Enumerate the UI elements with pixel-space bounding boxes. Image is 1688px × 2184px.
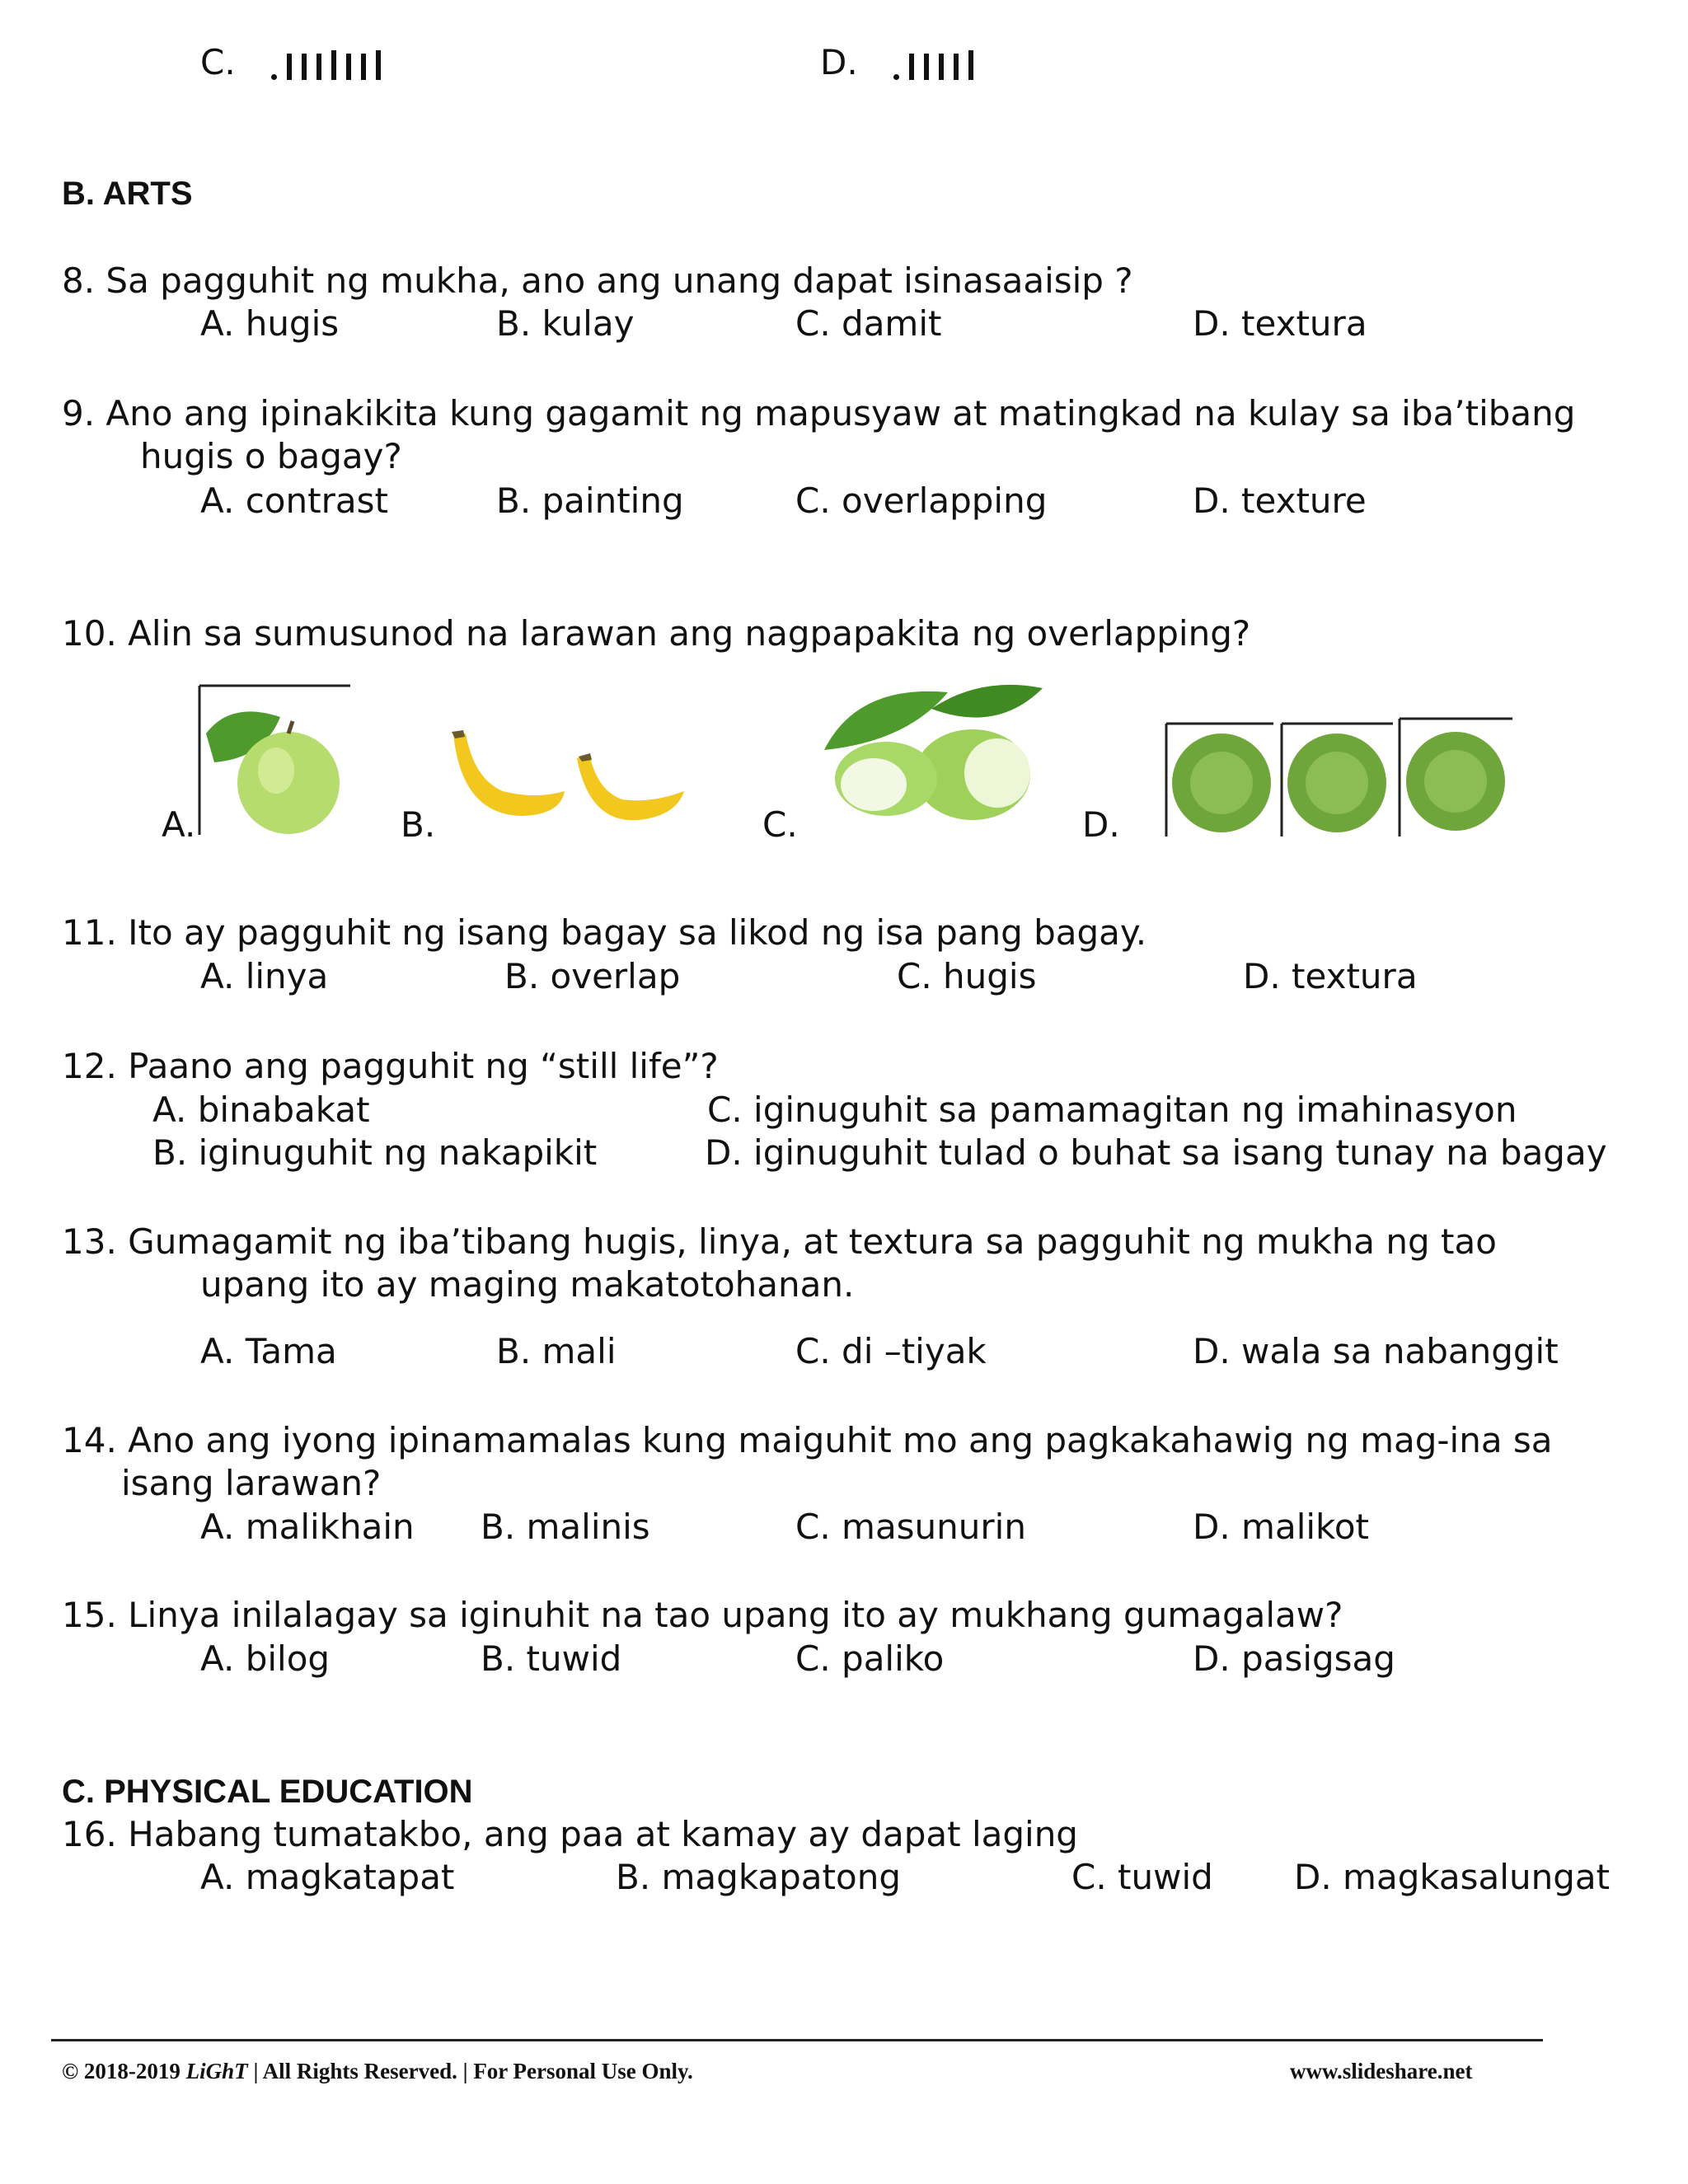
q11-option-a: A. linya [200, 956, 329, 996]
q16-option-d: D. magkasalungat [1294, 1857, 1611, 1897]
q16-option-a: A. magkatapat [200, 1857, 455, 1897]
cabbages-image [1162, 717, 1517, 840]
q16-option-b: B. magkapatong [616, 1857, 901, 1897]
q15-option-a: A. bilog [200, 1638, 331, 1679]
footer-website[interactable]: www.slideshare.net [1290, 2059, 1473, 2083]
q11-option-c: C. hugis [897, 956, 1037, 996]
section-heading-physical-education: C. PHYSICAL EDUCATION [62, 1774, 473, 1810]
q8-option-d: D. textura [1193, 303, 1367, 344]
q11-option-d: D. textura [1243, 956, 1418, 996]
q13-question-line2: upang ito ay maging makatotohanan. [200, 1264, 855, 1305]
q13-question-line1: 13. Gumagamit ng iba’tibang hugis, linya, at textura sa pagguhit ng mukha ng tao [62, 1221, 1497, 1262]
q15-option-b: B. tuwid [481, 1638, 622, 1679]
q10-question: 10. Alin sa sumusunod na larawan ang nagpapakita ng overlapping? [62, 613, 1251, 654]
q11-question: 11. Ito ay pagguhit ng isang bagay sa likod ng isa pang bagay. [62, 912, 1147, 953]
q13-option-b: B. mali [496, 1331, 617, 1371]
guava-sliced-image [808, 676, 1055, 823]
q12-option-d: D. iginuguhit tulad o buhat sa isang tunay na bagay [705, 1132, 1607, 1173]
footer-divider [51, 2039, 1543, 2041]
q9-question-line2: hugis o bagay? [140, 436, 402, 476]
q7-option-d-label: D. [820, 42, 858, 82]
q12-option-c: C. iginuguhit sa pamamagitan ng imahinasyon [707, 1090, 1517, 1130]
rhythm-marks-d [893, 50, 973, 80]
q10-option-d-label: D. [1082, 804, 1120, 845]
q9-option-a: A. contrast [200, 480, 388, 521]
q8-option-b: B. kulay [496, 303, 635, 344]
q10-option-c-label: C. [762, 804, 798, 845]
q14-option-d: D. malikot [1193, 1507, 1370, 1547]
footer-copyright [62, 2059, 693, 2084]
q9-question-line1: 9. Ano ang ipinakikita kung gagamit ng mapusyaw at matingkad na kulay sa iba’tibang [62, 393, 1576, 434]
q15-option-c: C. paliko [795, 1638, 945, 1679]
q14-option-c: C. masunurin [795, 1507, 1026, 1547]
q7-option-c [200, 42, 381, 82]
q14-question-line2: isang larawan? [121, 1463, 382, 1503]
q12-question: 12. Paano ang pagguhit ng “still life”? [62, 1046, 719, 1086]
q11-option-b: B. overlap [504, 956, 681, 996]
q10-option-b-label: B. [401, 804, 436, 845]
section-heading-arts: B. ARTS [62, 176, 193, 212]
q12-option-a: A. binabakat [152, 1090, 370, 1130]
q16-option-c: C. tuwid [1071, 1857, 1213, 1897]
q9-option-d: D. texture [1193, 480, 1367, 521]
q9-option-c: C. overlapping [795, 480, 1048, 521]
q10-option-a-label: A. [162, 804, 196, 845]
guava-image [198, 684, 354, 840]
q16-question: 16. Habang tumatakbo, ang paa at kamay ay dapat laging [62, 1814, 1078, 1854]
q13-option-d: D. wala sa nabanggit [1193, 1331, 1559, 1371]
q13-option-c: C. di –tiyak [795, 1331, 987, 1371]
q15-option-d: D. pasigsag [1193, 1638, 1395, 1679]
q9-option-b: B. painting [496, 480, 684, 521]
bananas-image [445, 725, 692, 836]
q8-option-c: C. damit [795, 303, 942, 344]
q13-option-a: A. Tama [200, 1331, 337, 1371]
q12-option-b: B. iginuguhit ng nakapikit [152, 1132, 598, 1173]
footer-rights: | All Rights Reserved. | For Personal Use Only. [247, 2059, 693, 2083]
rhythm-marks-c [271, 50, 381, 80]
q7-option-c-label: C. [200, 42, 236, 82]
footer-brand: LiGhT [185, 2059, 248, 2083]
q15-question: 15. Linya inilalagay sa iginuhit na tao upang ito ay mukhang gumagalaw? [62, 1595, 1343, 1635]
q8-question: 8. Sa pagguhit ng mukha, ano ang unang dapat isinasaaisip ? [62, 260, 1133, 301]
q14-option-b: B. malinis [481, 1507, 650, 1547]
q8-option-a: A. hugis [200, 303, 340, 344]
q14-question-line1: 14. Ano ang iyong ipinamamalas kung maiguhit mo ang pagkakahawig ng mag-ina sa [62, 1420, 1553, 1460]
q7-option-d [820, 42, 973, 82]
q14-option-a: A. malikhain [200, 1507, 415, 1547]
footer-copyright-text: © 2018-2019 [62, 2059, 186, 2083]
